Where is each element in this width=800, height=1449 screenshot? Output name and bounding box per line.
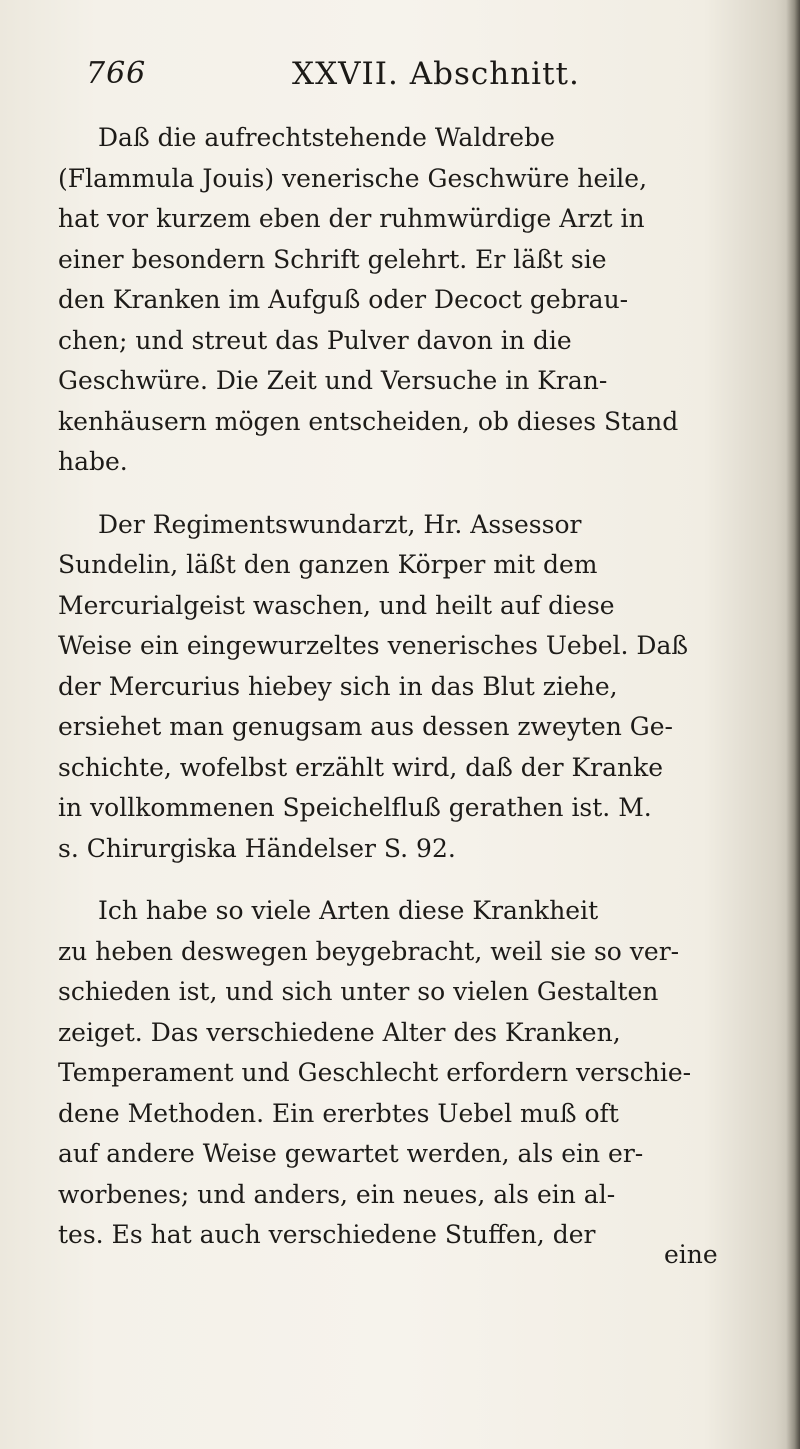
page-edge-shadow (786, 0, 800, 1449)
text-line: in vollkommenen Speichelfluß gerathen ist. M. (58, 793, 652, 822)
text-line: habe. (58, 447, 128, 476)
catchword: eine (664, 1240, 718, 1269)
text-line: Daß die aufrechtstehende Waldrebe (98, 123, 555, 152)
section-title: XXVII. Abschnitt. (292, 56, 580, 92)
text-line: Weise ein eingewurzeltes venerisches Uebel. Daß (58, 631, 689, 660)
paragraph-waldrebe (58, 118, 748, 483)
text-line: Mercurialgeist waschen, und heilt auf diese (58, 590, 615, 620)
page-number: 766 (86, 56, 147, 91)
text-line: einer besondern Schrift gelehrt. Er läßt sie (58, 244, 607, 274)
text-line: Der Regimentswundarzt, Hr. Assessor (98, 509, 582, 539)
text-line: ersiehet man genugsam aus dessen zweyten Ge- (58, 712, 673, 741)
text-line: hat vor kurzem eben der ruhmwürdige Arzt in (58, 204, 645, 233)
text-line: der Mercurius hiebey sich in das Blut ziehe, (58, 671, 618, 701)
text-line: tes. Es hat auch verschiedene Stuffen, der (58, 1220, 596, 1249)
text-line: Temperament und Geschlecht erfordern verschie- (58, 1058, 692, 1087)
text-line: schieden ist, und sich unter so vielen Gestalten (58, 977, 659, 1006)
text-line: kenhäusern mögen entscheiden, ob dieses Stand (58, 406, 679, 436)
text-line: auf andere Weise gewartet werden, als ein er- (58, 1139, 644, 1168)
text-line: den Kranken im Aufguß oder Decoct gebrau- (58, 285, 629, 314)
text-line: s. Chirurgiska Händelser S. 92. (58, 833, 456, 863)
text-line: Ich habe so viele Arten diese Krankheit (98, 896, 599, 925)
text-line: Sundelin, läßt den ganzen Körper mit dem (58, 550, 598, 579)
body-text (58, 118, 748, 1256)
text-line: worbenes; und anders, ein neues, als ein al- (58, 1179, 616, 1209)
text-line: schichte, wofelbst erzählt wird, daß der Kranke (58, 752, 664, 782)
running-head (86, 56, 726, 100)
text-line: (Flammula Jouis) venerische Geschwüre heile, (58, 163, 648, 193)
text-line: Geschwüre. Die Zeit und Versuche in Kran- (58, 366, 608, 395)
text-line: zu heben deswegen beygebracht, weil sie so ver- (58, 936, 680, 966)
paragraph-sundelin (58, 505, 748, 870)
text-line: chen; und streut das Pulver davon in die (58, 325, 572, 355)
paragraph-methods (58, 891, 748, 1256)
text-line: dene Methoden. Ein ererbtes Uebel muß oft (58, 1098, 619, 1128)
text-line: zeiget. Das verschiedene Alter des Kranken, (58, 1017, 621, 1047)
